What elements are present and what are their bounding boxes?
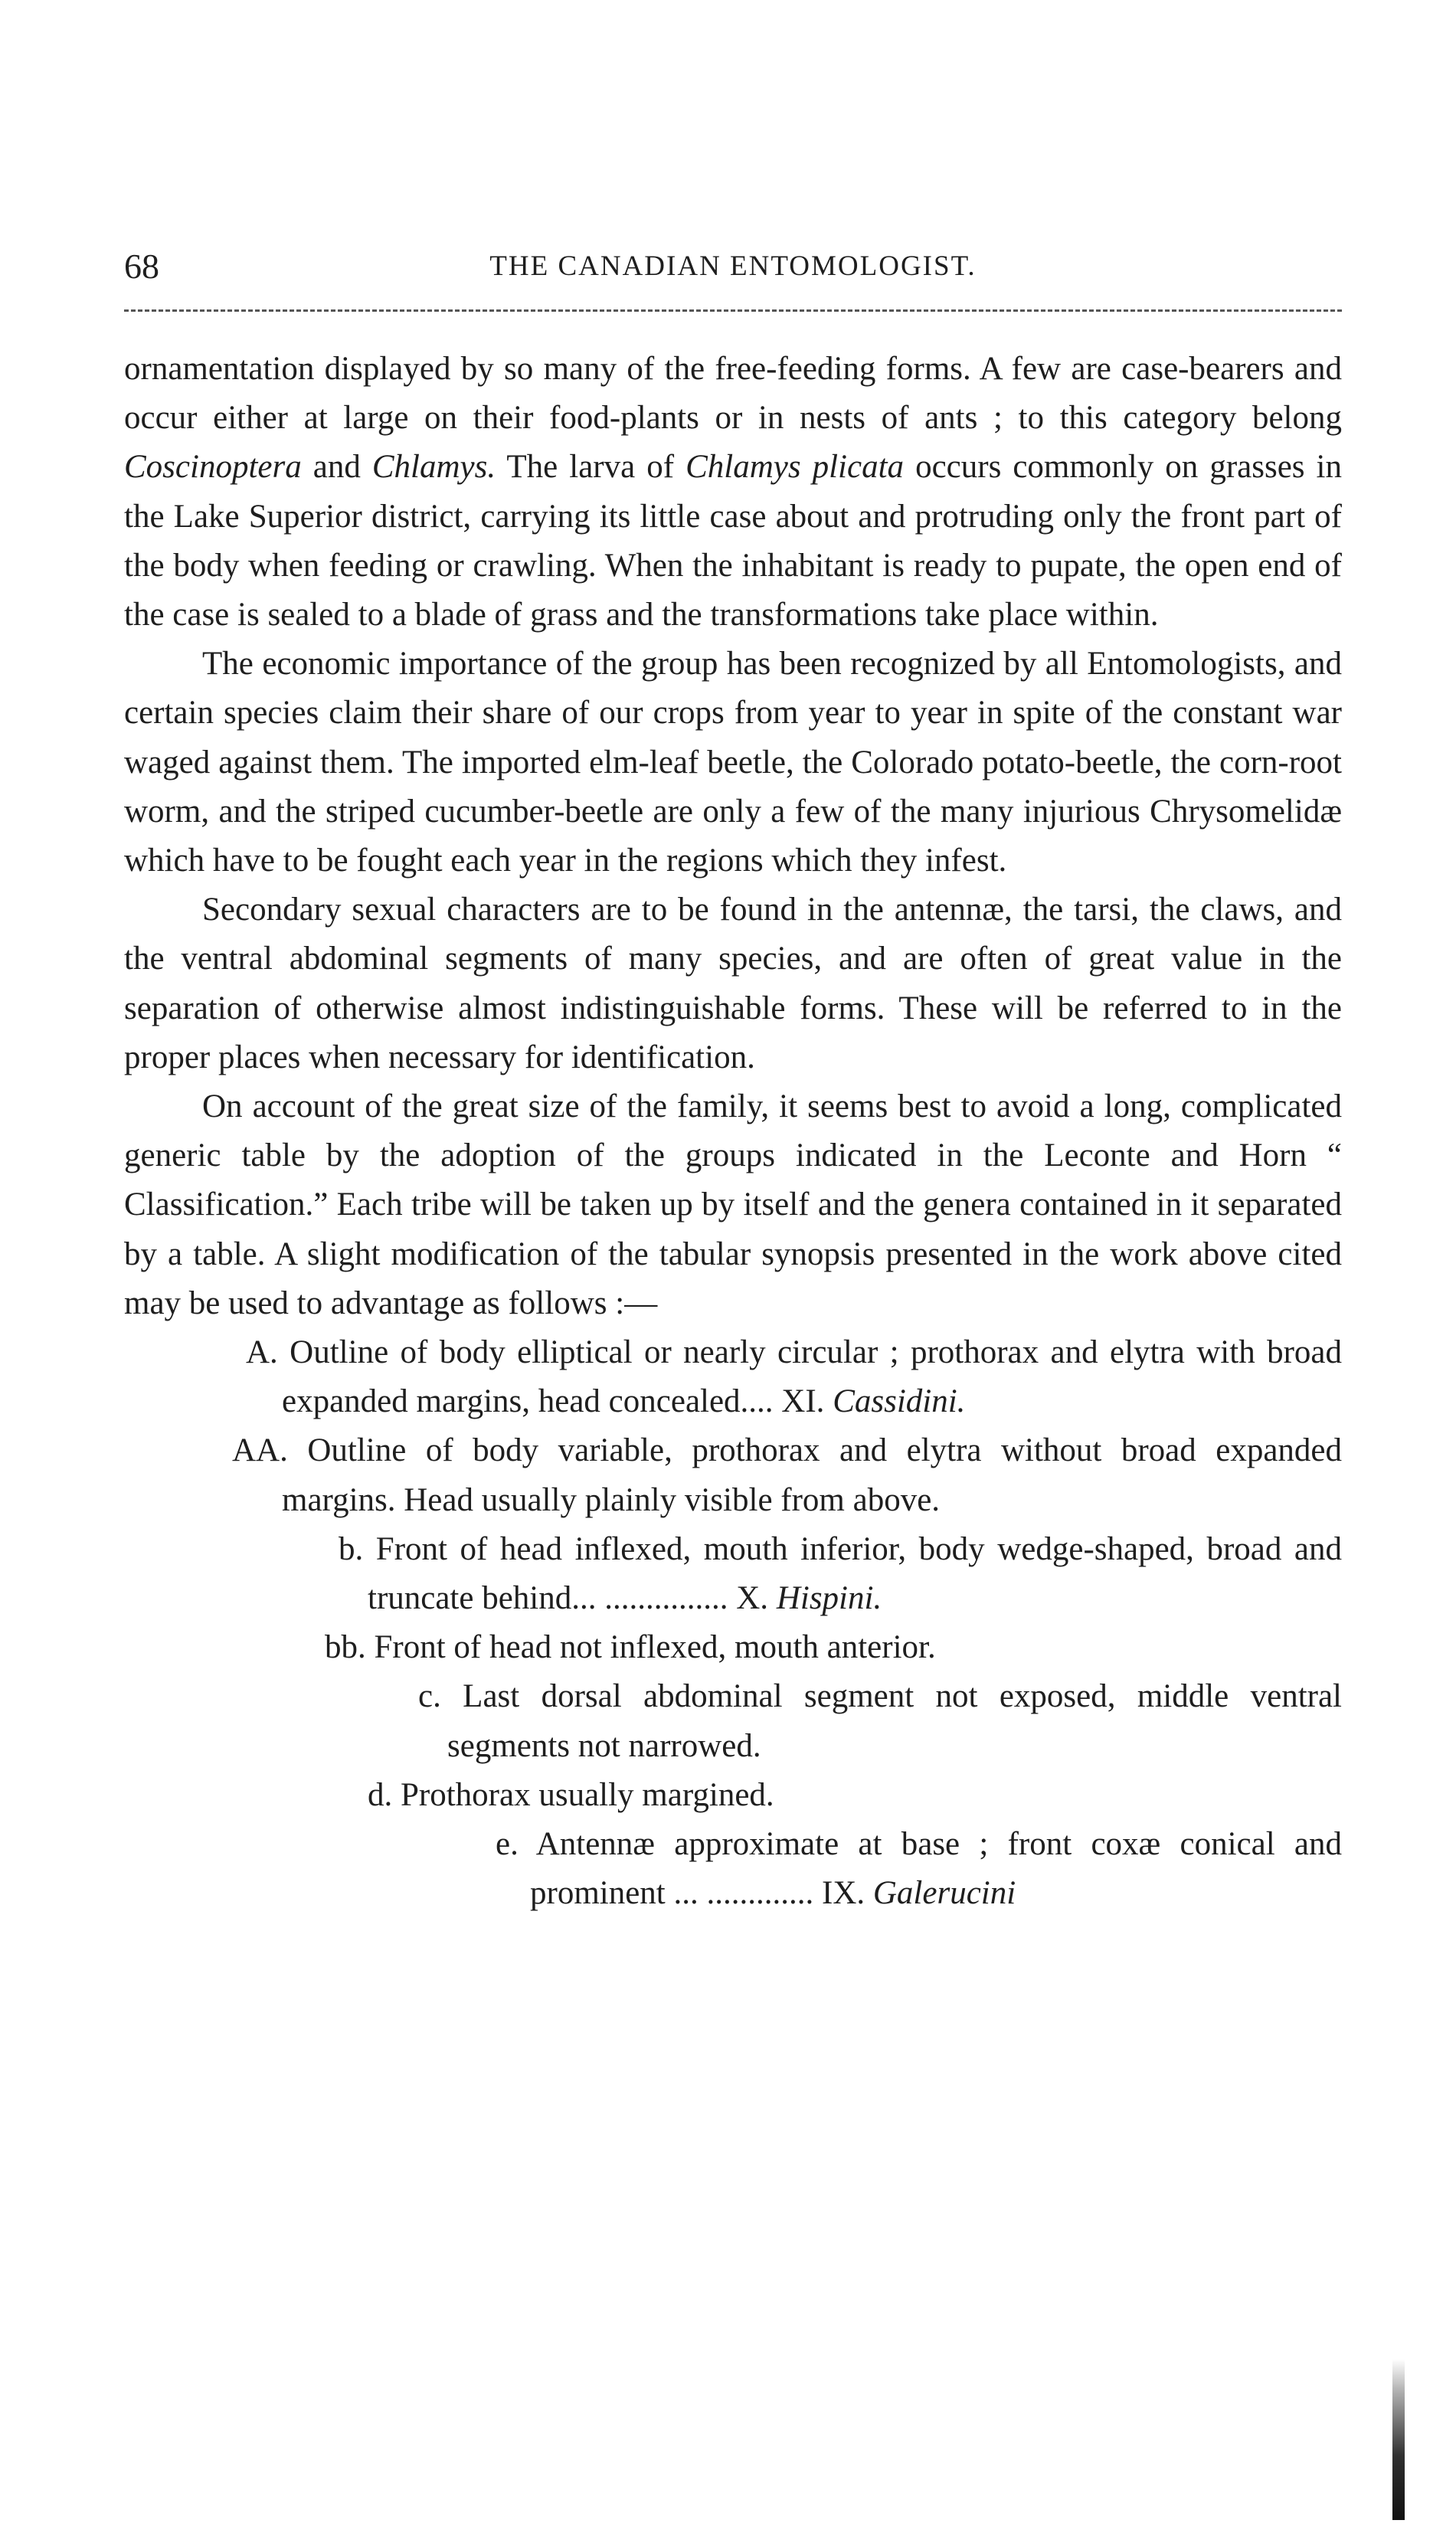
page-number: 68 — [124, 247, 159, 286]
key-taxon: Galerucini — [872, 1875, 1016, 1912]
text-run: and — [301, 449, 372, 486]
page-header — [124, 244, 1342, 290]
paragraph-economic-importance: The economic importance of the group has been recognized by all Entomologists, and certain species claim their share of our crops from year to year in spite of the constant war waged against them. The imported elm-leaf beetle, the Colorado potato-beetle, the corn-root worm, and the striped cucumber-beetle are only a few of the many injurious Chrysomelidæ which have to be fought each year in the regions which they infest. — [124, 646, 1342, 879]
tribe-key — [124, 1328, 1342, 1918]
text-run: The larva of — [496, 449, 686, 486]
key-entry-c — [124, 1672, 1342, 1770]
key-entry-text: bb. Front of head not inflexed, mouth anterior. — [325, 1629, 936, 1666]
key-entry-a — [124, 1328, 1342, 1426]
key-entry-b — [124, 1525, 1342, 1623]
key-taxon: Hispini. — [776, 1580, 882, 1617]
key-entry-text: c. Last dorsal abdominal segment not exposed, middle ventral segments not narrowed. — [418, 1678, 1342, 1764]
key-entry-bb — [124, 1623, 1342, 1672]
key-entry-text: AA. Outline of body variable, prothorax and elytra without broad expanded margins. Head usually plainly visible from above. — [232, 1432, 1342, 1518]
text-run: ornamentation displayed by so many of the free-feeding forms. A few are case-bearers and occur either at large on their food-plants or in nests of ants ; to this category belong — [124, 351, 1342, 437]
body-text — [124, 345, 1342, 1919]
running-title: THE CANADIAN ENTOMOLOGIST. — [489, 250, 977, 282]
paragraph-sexual-characters: Secondary sexual characters are to be found in the antennæ, the tarsi, the claws, and the ventral abdominal segments of many species, and are often of great value in the separation of otherwise almost indistinguishable forms. These will be referred to in the proper places when necessary for identification. — [124, 892, 1342, 1075]
taxon-name: Chlamys. — [371, 449, 496, 486]
key-entry-text: e. Antennæ approximate at base ; front coxæ conical and prominent ... ............. IX. — [496, 1826, 1342, 1912]
header-rule — [124, 309, 1342, 312]
taxon-name: Chlamys plicata — [685, 449, 905, 486]
key-entry-aa — [124, 1426, 1342, 1524]
key-entry-text: A. Outline of body elliptical or nearly circular ; prothorax and elytra with broad expanded margins, head concealed.... XI. — [246, 1334, 1342, 1420]
taxon-name: Coscinoptera — [124, 449, 302, 486]
key-entry-d — [124, 1771, 1342, 1820]
key-taxon: Cassidini. — [833, 1383, 966, 1420]
page-edge-shadow — [1392, 2359, 1405, 2520]
key-entry-text: b. Front of head inflexed, mouth inferior, body wedge-shaped, broad and truncate behind... ............... X. — [339, 1530, 1342, 1617]
text-run: occurs commonly on grasses in the Lake Superior district, carrying its little case about and protruding only the front part of the body when feeding or crawling. When the inhabitant is ready to pupate, the open end of the case is sealed to a blade of grass and the transformations take place within. — [124, 449, 1342, 633]
key-entry-e — [124, 1820, 1342, 1918]
key-entry-text: d. Prothorax usually margined. — [368, 1776, 774, 1813]
paragraph-classification: On account of the great size of the family, it seems best to avoid a long, complicated generic table by the adoption of the groups indicated in the Leconte and Horn “ Classification.” Each tribe will be taken up by itself and the genera contained in it separated by a table. A slight modification of the tabular synopsis presented in the work above cited may be used to advantage as follows :— — [124, 1088, 1342, 1321]
paragraph-larval-cases — [124, 345, 1342, 640]
